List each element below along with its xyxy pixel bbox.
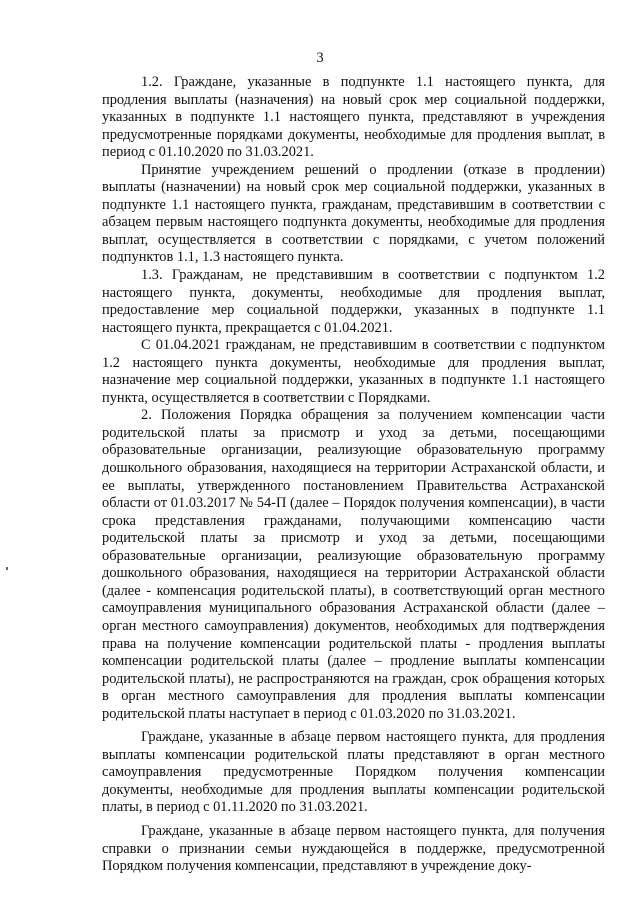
paragraph-decision: Принятие учреждением решений о продлении (отказе в продлении) выплаты (назначении) на новый срок мер социальной поддержки, указанных в подпункте 1.1 настоящего пункта, гражданам, представившим в соответствии с абзацем первым настоящего подпункта документы, необходимые для продления выплат, осуществляется в соответствии с порядками, с учетом положений подпунктов 1.1, 1.3 настоящего пункта. [102, 161, 605, 266]
paragraph-2: 2. Положения Порядка обращения за получением компенсации части родительской платы за присмотр и уход за детьми, посещающими образовательные организации, реализующие образовательную программу дошкольного образования, находящиеся на территории Астраханской области, и ее выплаты, утвержденного постановлением Правительства Астраханской области от 01.03.2017 № 54-П (далее – Порядок получения компенсации), в части срока представления гражданами, получающими компенсацию части родительской платы за присмотр и уход за детьми, посещающими образовательные организации, реализующие образовательную программу дошкольного образования, находящиеся на территории Астраханской области (далее - компенсация родительской платы), в соответствующий орган местного самоуправления муниципального образования Астраханской области (далее – орган местного самоуправления) документов, необходимых для подтверждения права на получение компенсации родительской платы - продления выплаты компенсации родительской платы (далее – продление выплаты компенсации родительской платы), не распространяются на граждан, срок обращения которых в орган местного самоуправления для продления выплаты компенсации родительской платы наступает в период с 01.03.2020 по 31.03.2021. [102, 407, 605, 722]
page-number: 3 [316, 50, 324, 66]
document-body [102, 74, 605, 876]
scan-speck [6, 567, 8, 570]
paragraph-compensation-extension: Граждане, указанные в абзаце первом настоящего пункта, для продления выплаты компенсации родительской платы представляют в орган местного самоуправления предусмотренные Порядком получения компенсации документы, необходимые для продления выплаты компенсации родительской платы, в период с 01.11.2020 по 31.03.2021. [102, 729, 605, 816]
paragraph-from-01-04-2021: С 01.04.2021 гражданам, не представившим в соответствии с подпунктом 1.2 настоящего пункта документы, необходимые для продления выплат, назначение мер социальной поддержки, указанных в подпункте 1.1 настоящего пункта, осуществляется в соответствии с Порядками. [102, 337, 605, 406]
paragraph-1-2: 1.2. Граждане, указанные в подпункте 1.1 настоящего пункта, для продления выплаты (назначения) на новый срок мер социальной поддержки, указанных в подпункте 1.1 настоящего пункта, представляют в учреждения предусмотренные порядками документы, необходимые для продления выплат, в период с 01.10.2020 по 31.03.2021. [102, 74, 605, 161]
paragraph-1-3: 1.3. Гражданам, не представившим в соответствии с подпунктом 1.2 настоящего пункта, документы, необходимые для продления выплат, предоставление мер социальной поддержки, указанных в подпункте 1.1 настоящего пункта, прекращается с 01.04.2021. [102, 267, 605, 336]
paragraph-needy-family-certificate: Граждане, указанные в абзаце первом настоящего пункта, для получения справки о признании семьи нуждающейся в поддержке, предусмотренной Порядком получения компенсации, представляют в учреждение доку- [102, 822, 605, 875]
